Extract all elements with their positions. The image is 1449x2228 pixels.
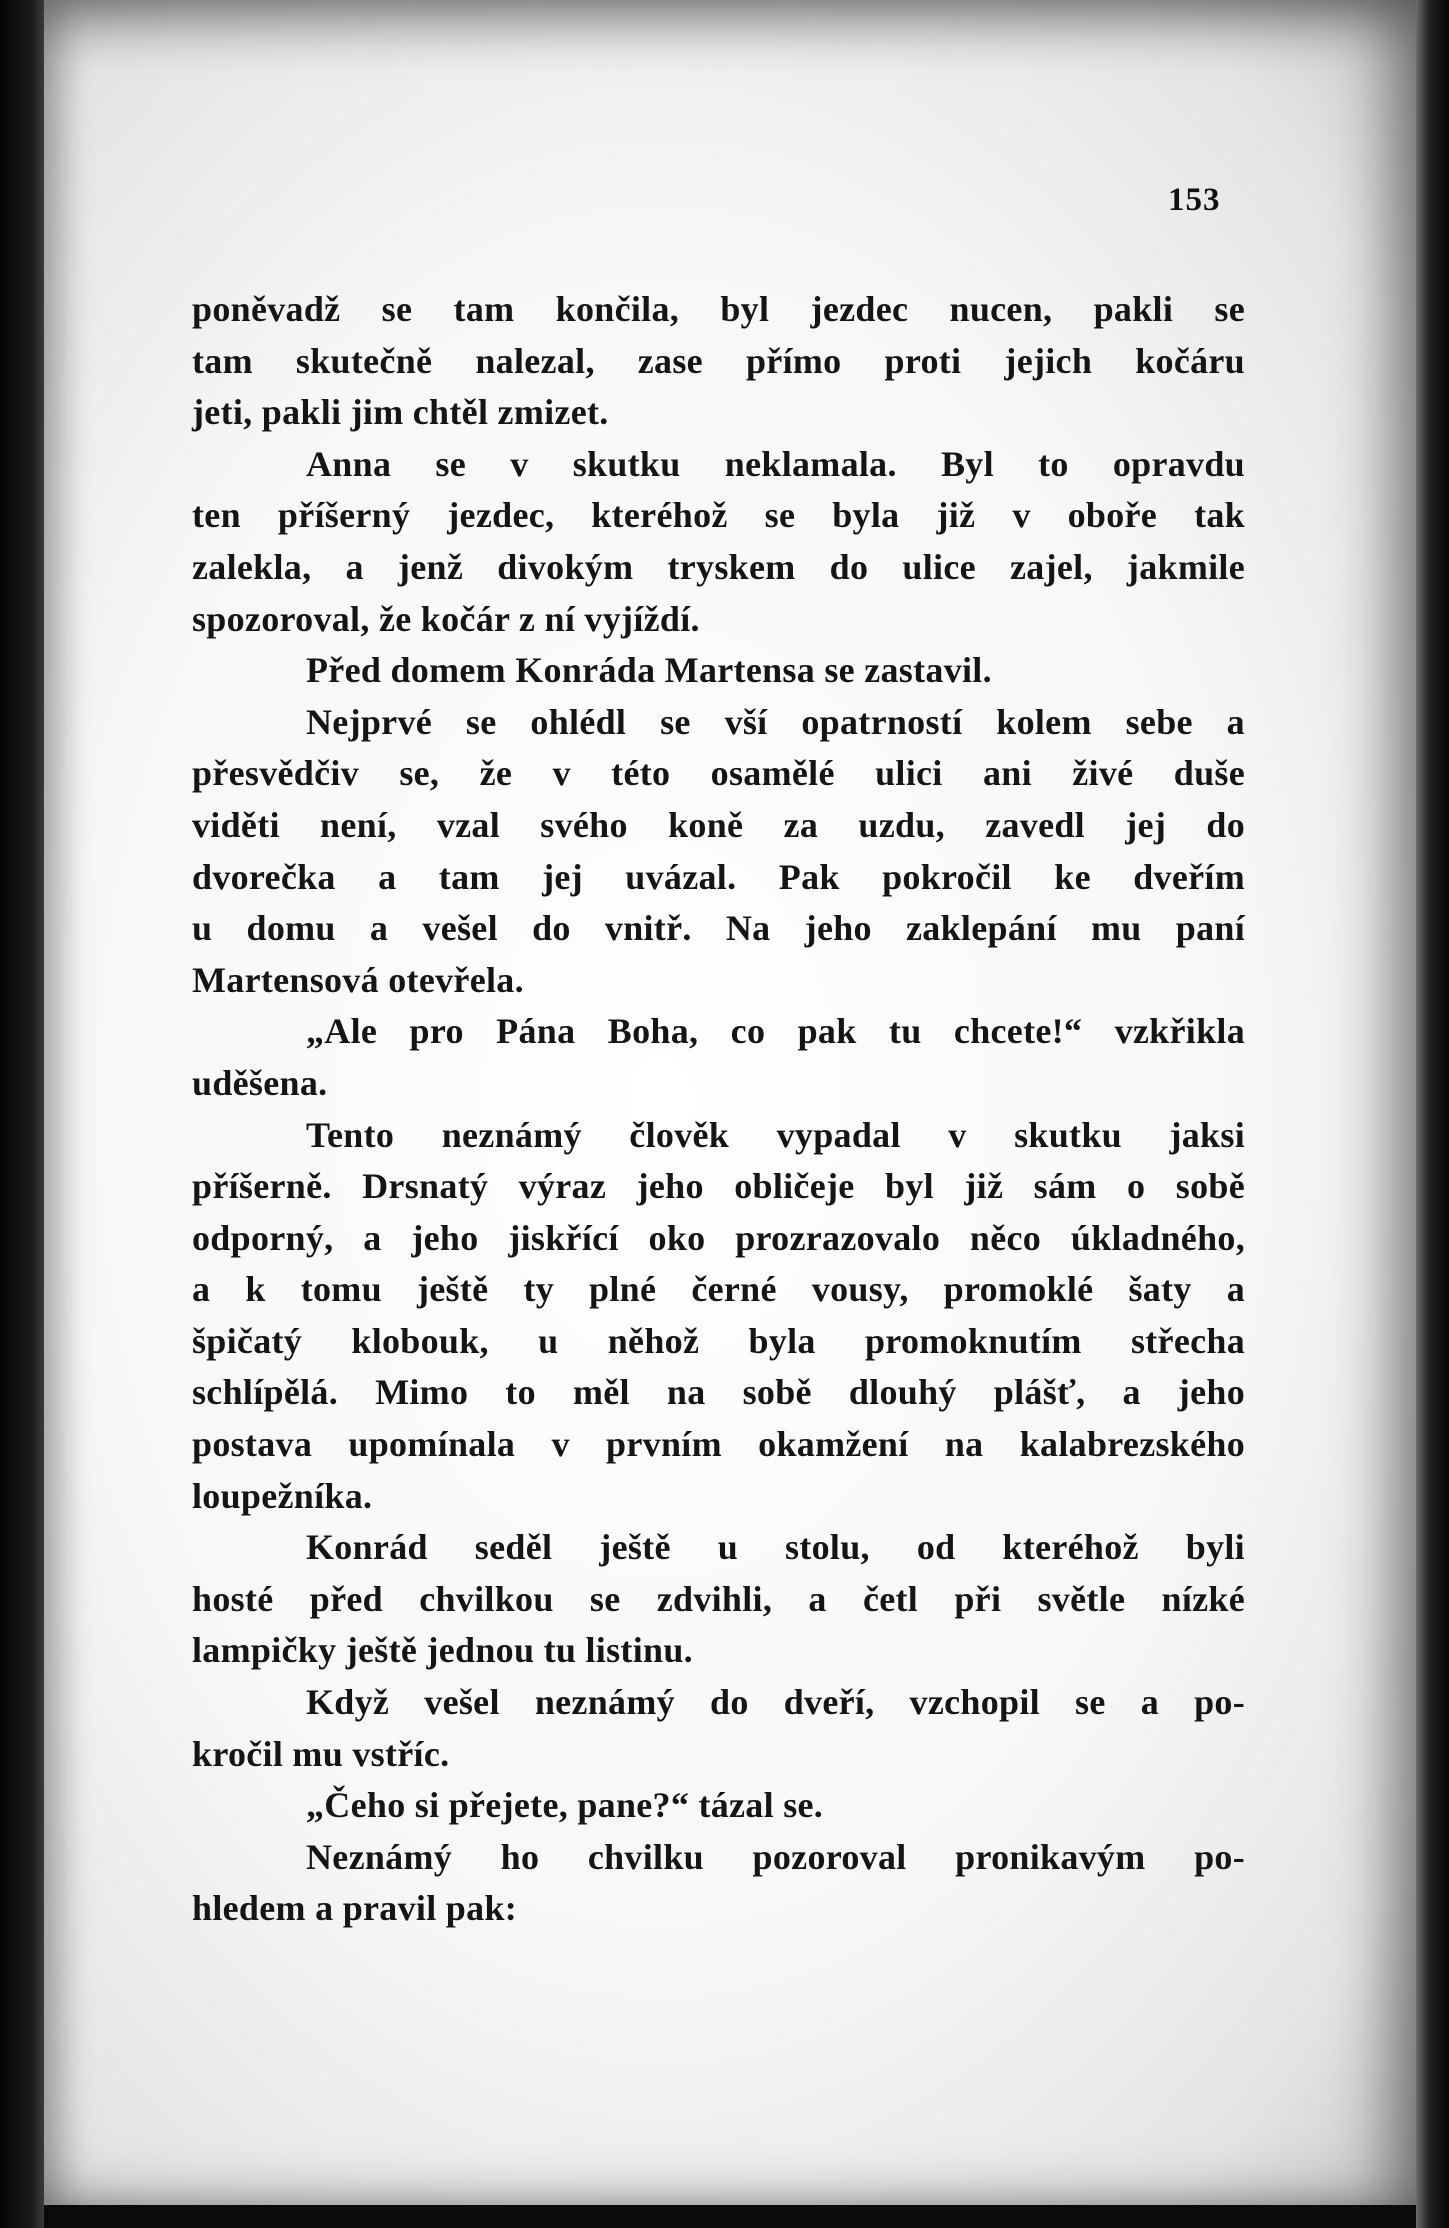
text-line: kročil mu vstříc. — [192, 1733, 450, 1774]
text-line: příšerně. Drsnatý výraz jeho obličeje byl již sám o sobě — [192, 1166, 1245, 1207]
text-line: uděšena. — [192, 1062, 328, 1103]
text-line: přesvědčiv se, že v této osamělé ulici ani živé duše — [192, 753, 1245, 794]
text-line: Když vešel neznámý do dveří, vzchopil se a po- — [306, 1682, 1245, 1723]
text-line: Tento neznámý člověk vypadal v skutku jaksi — [306, 1114, 1245, 1155]
right-page-edge — [1416, 0, 1449, 2228]
page-number: 153 — [1168, 182, 1221, 218]
text-line: Anna se v skutku neklamala. Byl to opravdu — [306, 443, 1245, 484]
text-line: poněvadž se tam končila, byl jezdec nucen, pakli se — [192, 289, 1245, 329]
text-line: hosté před chvilkou se zdvihli, a četl při světle nízké — [192, 1578, 1245, 1619]
text-line: Nejprvé se ohlédl se vší opatrností kolem sebe a — [306, 701, 1245, 742]
text-line: spozoroval, že kočár z ní vyjíždí. — [192, 598, 700, 639]
text-line: a k tomu ještě ty plné černé vousy, promoklé šaty a — [192, 1269, 1245, 1310]
text-line: ten příšerný jezdec, kteréhož se byla již v oboře tak — [192, 495, 1245, 536]
text-line: schlípělá. Mimo to měl na sobě dlouhý plášť, a jeho — [192, 1372, 1245, 1413]
left-page-edge — [0, 0, 44, 2228]
text-line: špičatý klobouk, u něhož byla promoknutím střecha — [192, 1320, 1245, 1361]
text-line: „Ale pro Pána Boha, co pak tu chcete!“ vzkřikla — [306, 1011, 1245, 1052]
text-line: loupežníka. — [192, 1475, 373, 1516]
text-line: zalekla, a jenž divokým tryskem do ulice zajel, jakmile — [192, 546, 1245, 587]
text-line: „Čeho si přejete, pane?“ tázal se. — [306, 1785, 824, 1826]
text-line: lampičky ještě jednou tu listinu. — [192, 1630, 693, 1671]
body-text — [192, 284, 1245, 1935]
text-line: Martensová otevřela. — [192, 959, 524, 1000]
text-line: postava upomínala v prvním okamžení na kalabrezského — [192, 1424, 1245, 1465]
text-line: viděti není, vzal svého koně za uzdu, zavedl jej do — [192, 804, 1245, 845]
text-line: tam skutečně nalezal, zase přímo proti jejich kočáru — [192, 340, 1245, 381]
text-line: Neznámý ho chvilku pozoroval pronikavým po- — [306, 1836, 1245, 1877]
text-line: Před domem Konráda Martensa se zastavil. — [306, 650, 992, 691]
text-line: u domu a vešel do vnitř. Na jeho zaklepání mu paní — [192, 908, 1245, 949]
text-line: dvorečka a tam jej uvázal. Pak pokročil ke dveřím — [192, 856, 1245, 897]
text-line: odporný, a jeho jiskřící oko prozrazovalo něco úkladného, — [192, 1217, 1245, 1258]
text-line: Konrád seděl ještě u stolu, od kteréhož byli — [306, 1527, 1245, 1568]
text-line: hledem a pravil pak: — [192, 1888, 518, 1929]
text-line: jeti, pakli jim chtěl zmizet. — [192, 392, 609, 433]
